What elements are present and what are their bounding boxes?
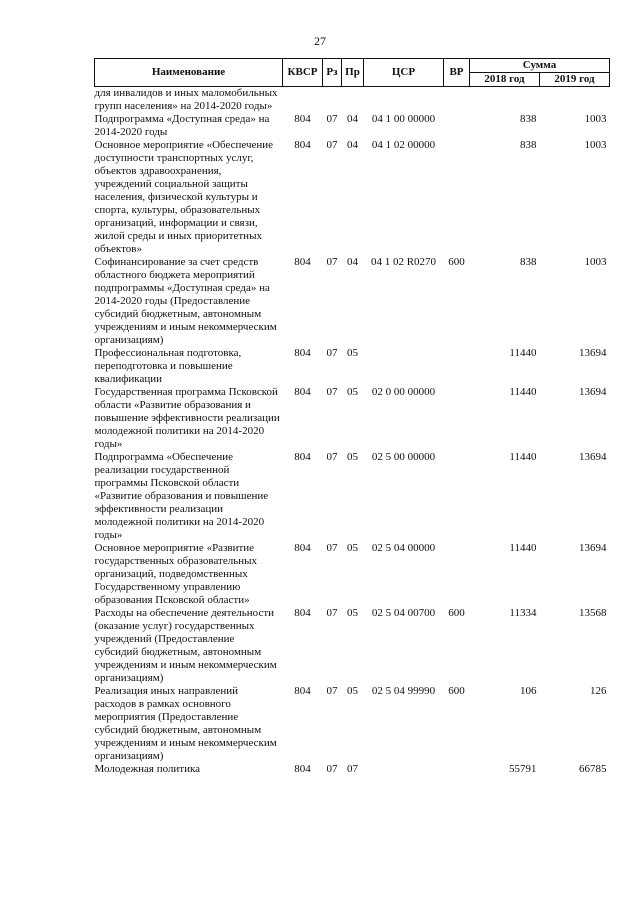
cell-name: Молодежная политика bbox=[94, 763, 201, 775]
cell-y2018: 11334 bbox=[509, 607, 537, 619]
cell-rz: 07 bbox=[326, 607, 338, 619]
header-csr: ЦСР bbox=[364, 59, 444, 87]
cell-kvsr: 804 bbox=[294, 685, 311, 697]
cell-vr bbox=[444, 347, 470, 386]
cell-vr bbox=[444, 87, 470, 114]
cell-y2019: 13694 bbox=[579, 451, 607, 463]
cell-kvsr: 804 bbox=[294, 542, 311, 554]
cell-pr: 05 bbox=[347, 542, 358, 554]
cell-name: Подпрограмма «Доступная среда» на 2014-2020 годы bbox=[94, 113, 270, 138]
cell-y2019: 1003 bbox=[584, 113, 607, 125]
table-row bbox=[95, 347, 610, 386]
cell-rz: 07 bbox=[326, 256, 338, 268]
cell-pr: 04 bbox=[347, 139, 358, 151]
cell-kvsr: 804 bbox=[294, 113, 311, 125]
table-row bbox=[95, 139, 610, 256]
cell-y2018 bbox=[470, 87, 540, 114]
cell-name: Государственная программа Псковской области «Развитие образования и повышение эффективности реализации молодежной политики на 2014-2020 годы» bbox=[94, 386, 280, 450]
cell-name: Реализация иных направлений расходов в рамках основного мероприятия (Предоставление субсидий бюджетным, автономным учреждениям и иным некоммерческим организациям) bbox=[94, 685, 277, 762]
cell-y2018: 11440 bbox=[509, 347, 537, 359]
cell-kvsr bbox=[283, 87, 323, 114]
cell-y2019: 13694 bbox=[579, 347, 607, 359]
cell-pr: 04 bbox=[347, 113, 358, 125]
cell-vr: 600 bbox=[448, 685, 465, 697]
cell-rz bbox=[323, 87, 342, 114]
cell-name: Подпрограмма «Обеспечение реализации государственной программы Псковской области «Развитие образования и повышение эффективности реализации молодежной политики на 2014-2020 годы» bbox=[94, 451, 269, 541]
cell-y2018: 11440 bbox=[509, 451, 537, 463]
cell-y2018: 11440 bbox=[509, 542, 537, 554]
cell-pr: 04 bbox=[347, 256, 358, 268]
table-body bbox=[95, 87, 610, 777]
cell-vr bbox=[444, 451, 470, 542]
cell-y2018: 838 bbox=[520, 256, 537, 268]
table-row bbox=[95, 87, 610, 114]
cell-vr bbox=[444, 113, 470, 139]
cell-y2019 bbox=[540, 87, 610, 114]
table-row bbox=[95, 763, 610, 776]
table-row bbox=[95, 607, 610, 685]
cell-rz: 07 bbox=[326, 113, 338, 125]
cell-csr: 02 5 00 00000 bbox=[371, 451, 436, 463]
cell-rz: 07 bbox=[326, 386, 338, 398]
cell-kvsr: 804 bbox=[294, 607, 311, 619]
cell-vr bbox=[444, 763, 470, 776]
cell-y2018: 11440 bbox=[509, 386, 537, 398]
table-row bbox=[95, 685, 610, 763]
budget-table bbox=[94, 58, 610, 776]
header-sum: Сумма bbox=[470, 59, 610, 73]
header-pr: Пр bbox=[342, 59, 364, 87]
cell-rz: 07 bbox=[326, 347, 338, 359]
cell-vr: 600 bbox=[448, 256, 465, 268]
cell-y2018: 838 bbox=[520, 139, 537, 151]
table-row bbox=[95, 451, 610, 542]
cell-rz: 07 bbox=[326, 763, 338, 775]
table-row bbox=[95, 256, 610, 347]
cell-vr: 600 bbox=[448, 607, 465, 619]
table-row bbox=[95, 113, 610, 139]
cell-rz: 07 bbox=[326, 451, 338, 463]
cell-csr: 04 1 02 R0270 bbox=[370, 256, 437, 268]
cell-csr: 02 5 04 99990 bbox=[371, 685, 436, 697]
cell-y2019: 66785 bbox=[579, 763, 607, 775]
cell-vr bbox=[444, 139, 470, 256]
table-row bbox=[95, 386, 610, 451]
cell-rz: 07 bbox=[326, 542, 338, 554]
cell-y2019: 13568 bbox=[579, 607, 607, 619]
cell-csr bbox=[364, 347, 444, 386]
header-year-2019: 2019 год bbox=[540, 73, 610, 87]
cell-vr bbox=[444, 542, 470, 607]
cell-y2019: 1003 bbox=[584, 139, 607, 151]
cell-y2018: 106 bbox=[520, 685, 537, 697]
cell-pr: 07 bbox=[347, 763, 358, 775]
cell-name: Основное мероприятие «Обеспечение доступности транспортных услуг, объектов здравоохранения, учреждений социальной защиты населения, физической культуры и спорта, культуры, образовательных организаций, информации и связи, жилой среды и иных приоритетных объектов» bbox=[94, 139, 274, 255]
cell-csr: 02 5 04 00700 bbox=[371, 607, 436, 619]
cell-pr: 05 bbox=[347, 685, 358, 697]
cell-pr: 05 bbox=[347, 347, 358, 359]
cell-rz: 07 bbox=[326, 139, 338, 151]
cell-y2018: 838 bbox=[520, 113, 537, 125]
cell-pr bbox=[342, 87, 364, 114]
cell-y2019: 13694 bbox=[579, 542, 607, 554]
header-year-2018: 2018 год bbox=[470, 73, 540, 87]
cell-y2019: 126 bbox=[590, 685, 607, 697]
header-kvsr: КВСР bbox=[283, 59, 323, 87]
cell-name: для инвалидов и иных маломобильных групп населения» на 2014-2020 годы» bbox=[94, 87, 278, 112]
cell-y2019: 13694 bbox=[579, 386, 607, 398]
cell-name: Основное мероприятие «Развитие государственных образовательных организаций, подведомственных Государственному управлению образования Псковской области» bbox=[94, 542, 258, 606]
cell-name: Расходы на обеспечение деятельности (оказание услуг) государственных учреждений (Предоставление субсидий бюджетным, автономным учреждениям и иным некоммерческим организациям) bbox=[94, 607, 277, 684]
cell-pr: 05 bbox=[347, 451, 358, 463]
cell-csr bbox=[364, 87, 444, 114]
header-vr: ВР bbox=[444, 59, 470, 87]
cell-name: Софинансирование за счет средств областного бюджета мероприятий подпрограммы «Доступная среда» на 2014-2020 годы (Предоставление субсидий бюджетным, автономным учреждениям и иным некоммерческим организациям) bbox=[94, 256, 277, 346]
cell-kvsr: 804 bbox=[294, 347, 311, 359]
cell-y2018: 55791 bbox=[509, 763, 537, 775]
cell-pr: 05 bbox=[347, 386, 358, 398]
cell-vr bbox=[444, 386, 470, 451]
cell-y2019: 1003 bbox=[584, 256, 607, 268]
cell-csr: 04 1 00 00000 bbox=[371, 113, 436, 125]
cell-kvsr: 804 bbox=[294, 139, 311, 151]
page-number: 27 bbox=[314, 34, 326, 48]
cell-kvsr: 804 bbox=[294, 386, 311, 398]
cell-kvsr: 804 bbox=[294, 256, 311, 268]
cell-rz: 07 bbox=[326, 685, 338, 697]
header-rz: Рз bbox=[323, 59, 342, 87]
cell-pr: 05 bbox=[347, 607, 358, 619]
cell-csr: 02 5 04 00000 bbox=[371, 542, 436, 554]
cell-csr: 04 1 02 00000 bbox=[371, 139, 436, 151]
table-row bbox=[95, 542, 610, 607]
header-name: Наименование bbox=[95, 59, 283, 87]
cell-kvsr: 804 bbox=[294, 451, 311, 463]
cell-csr: 02 0 00 00000 bbox=[371, 386, 436, 398]
cell-kvsr: 804 bbox=[294, 763, 311, 775]
cell-name: Профессиональная подготовка, переподготовка и повышение квалификации bbox=[94, 347, 242, 385]
cell-csr bbox=[364, 763, 444, 776]
